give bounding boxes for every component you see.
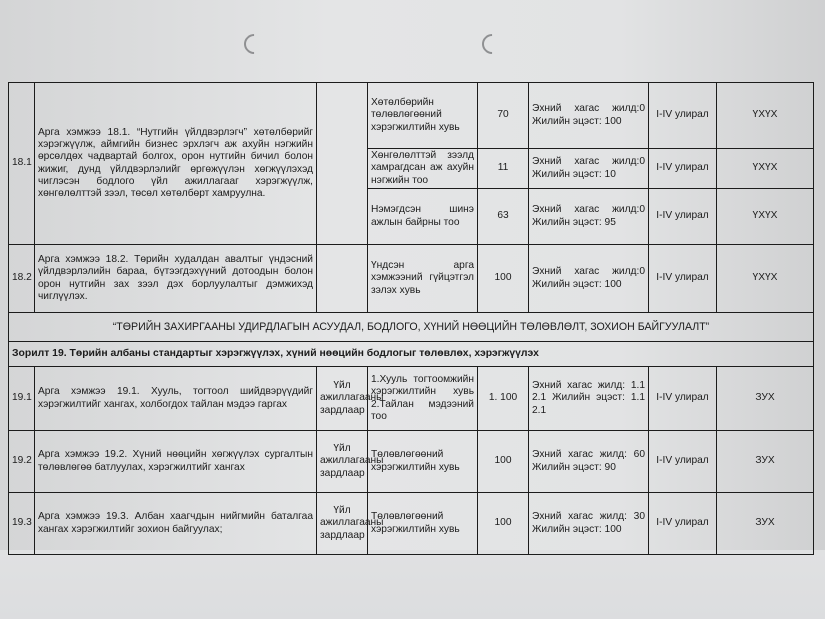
- responsible-cell: ҮХҮХ: [717, 83, 814, 149]
- indicator-cell: Төлөвлөгөөний хэрэгжилтийн хувь: [368, 431, 478, 493]
- table-row: [9, 367, 814, 431]
- indicator-cell: Нэмэгдсэн шинэ ажлын байрны тоо: [368, 189, 478, 245]
- row-number: 18.1: [9, 83, 35, 245]
- responsible-cell: ҮХҮХ: [717, 149, 814, 189]
- action-cell: Арга хэмжээ 19.3. Албан хаагчдын нийгмийн баталгаа хангах хэрэгжилтийг зохион байгуулах;: [35, 493, 317, 555]
- target-cell: Эхний хагас жилд: 60 Жилийн эцэст: 90: [529, 431, 649, 493]
- value-cell: 70: [478, 83, 529, 149]
- row-number: 19.3: [9, 493, 35, 555]
- page-margin: [0, 550, 825, 619]
- target-cell: Эхний хагас жилд: 1.1 2.1 Жилийн эцэст: 1.1 2.1: [529, 367, 649, 431]
- basis-cell: Үйл ажиллагааны зардлаар: [317, 367, 368, 431]
- indicator-cell: Үндсэн арга хэмжээний гүйцэтгэл зэлэх хувь: [368, 245, 478, 313]
- value-cell: 63: [478, 189, 529, 245]
- row-number: 18.2: [9, 245, 35, 313]
- indicator-cell: 1.Хууль тогтоомжийн хэрэгжилтийн хувь 2.Тайлан мэдээний тоо: [368, 367, 478, 431]
- period-cell: I-IV улирал: [649, 431, 717, 493]
- period-cell: I-IV улирал: [649, 367, 717, 431]
- table-row: [9, 313, 814, 342]
- basis-cell: Үйл ажиллагааны зардлаар: [317, 493, 368, 555]
- value-cell: 1. 100: [478, 367, 529, 431]
- section-banner: “ТӨРИЙН ЗАХИРГААНЫ УДИРДЛАГЫН АСУУДАЛ, БОДЛОГО, ХҮНИЙ НӨӨЦИЙН ТӨЛӨВЛӨЛТ, ЗОХИОН БАЙГУУЛАЛТ”: [9, 313, 814, 342]
- target-cell: Эхний хагас жилд:0 Жилийн эцэст: 95: [529, 189, 649, 245]
- indicator-cell: Хөнгөлөлттэй зээлд хамрагдсан аж ахуйн нэгжийн тоо: [368, 149, 478, 189]
- target-cell: Эхний хагас жилд: 30 Жилийн эцэст: 100: [529, 493, 649, 555]
- period-cell: I-IV улирал: [649, 83, 717, 149]
- action-cell: Арга хэмжээ 19.1. Хууль, тогтоол шийдвэрүүдийг хэрэгжилтийг хангах, холбогдох тайлан мэдээ гаргах: [35, 367, 317, 431]
- table-row: [9, 245, 814, 313]
- basis-cell: [317, 83, 368, 245]
- action-cell: Арга хэмжээ 18.1. “Нутгийн үйлдвэрлэгч” хөтөлбөрийг хэрэгжүүлж, аймгийн бизнес эрхлэгч аж ахуйн нэгжийн өрсөлдөх чадвартай болгох, орон нутгийн бичил болон жижиг, дунд үйлдвэрлэлийг өргөжүүлэн хөгжүүлэхэд чиглэсэн бодлого үйл ажиллагааг хэрэгжүүлж, хөнгөлөлттэй зээл, төсөл хөтөлбөрт хамруулна.: [35, 83, 317, 245]
- table-row: [9, 431, 814, 493]
- target-cell: Эхний хагас жилд:0 Жилийн эцэст: 100: [529, 83, 649, 149]
- responsible-cell: ҮХҮХ: [717, 189, 814, 245]
- action-cell: Арга хэмжээ 18.2. Төрийн худалдан авалтыг үндэсний үйлдвэрлэлийн бараа, бүтээгдэхүүний дотоодын болон орон нутгийн зах зээл дэх борлуулалтыг дэмжихэд чиглүүлэх.: [35, 245, 317, 313]
- table-row: [9, 83, 814, 149]
- basis-cell: [317, 245, 368, 313]
- period-cell: I-IV улирал: [649, 245, 717, 313]
- responsible-cell: ЗУХ: [717, 431, 814, 493]
- target-cell: Эхний хагас жилд:0 Жилийн эцэст: 10: [529, 149, 649, 189]
- responsible-cell: ЗУХ: [717, 493, 814, 555]
- value-cell: 100: [478, 493, 529, 555]
- period-cell: I-IV улирал: [649, 189, 717, 245]
- responsible-cell: ЗУХ: [717, 367, 814, 431]
- plan-table: [8, 82, 814, 555]
- row-number: 19.1: [9, 367, 35, 431]
- target-cell: Эхний хагас жилд:0 Жилийн эцэст: 100: [529, 245, 649, 313]
- row-number: 19.2: [9, 431, 35, 493]
- indicator-cell: Төлөвлөгөөний хэрэгжилтийн хувь: [368, 493, 478, 555]
- period-cell: I-IV улирал: [649, 149, 717, 189]
- value-cell: 100: [478, 245, 529, 313]
- value-cell: 11: [478, 149, 529, 189]
- goal-heading: Зорилт 19. Төрийн албаны стандартыг хэрэгжүүлэх, хүний нөөцийн бодлогыг төлөвлөх, хэрэгжүүлэх: [9, 342, 814, 367]
- value-cell: 100: [478, 431, 529, 493]
- basis-cell: Үйл ажиллагааны зардлаар: [317, 431, 368, 493]
- responsible-cell: ҮХҮХ: [717, 245, 814, 313]
- table-row: [9, 342, 814, 367]
- action-cell: Арга хэмжээ 19.2. Хүний нөөцийн хөгжүүлэх сургалтын төлөвлөгөө батлуулах, хэрэгжилтийг хангах: [35, 431, 317, 493]
- period-cell: I-IV улирал: [649, 493, 717, 555]
- table-row: [9, 493, 814, 555]
- indicator-cell: Хөтөлбөрийн төлөвлөгөөний хэрэгжилтийн хувь: [368, 83, 478, 149]
